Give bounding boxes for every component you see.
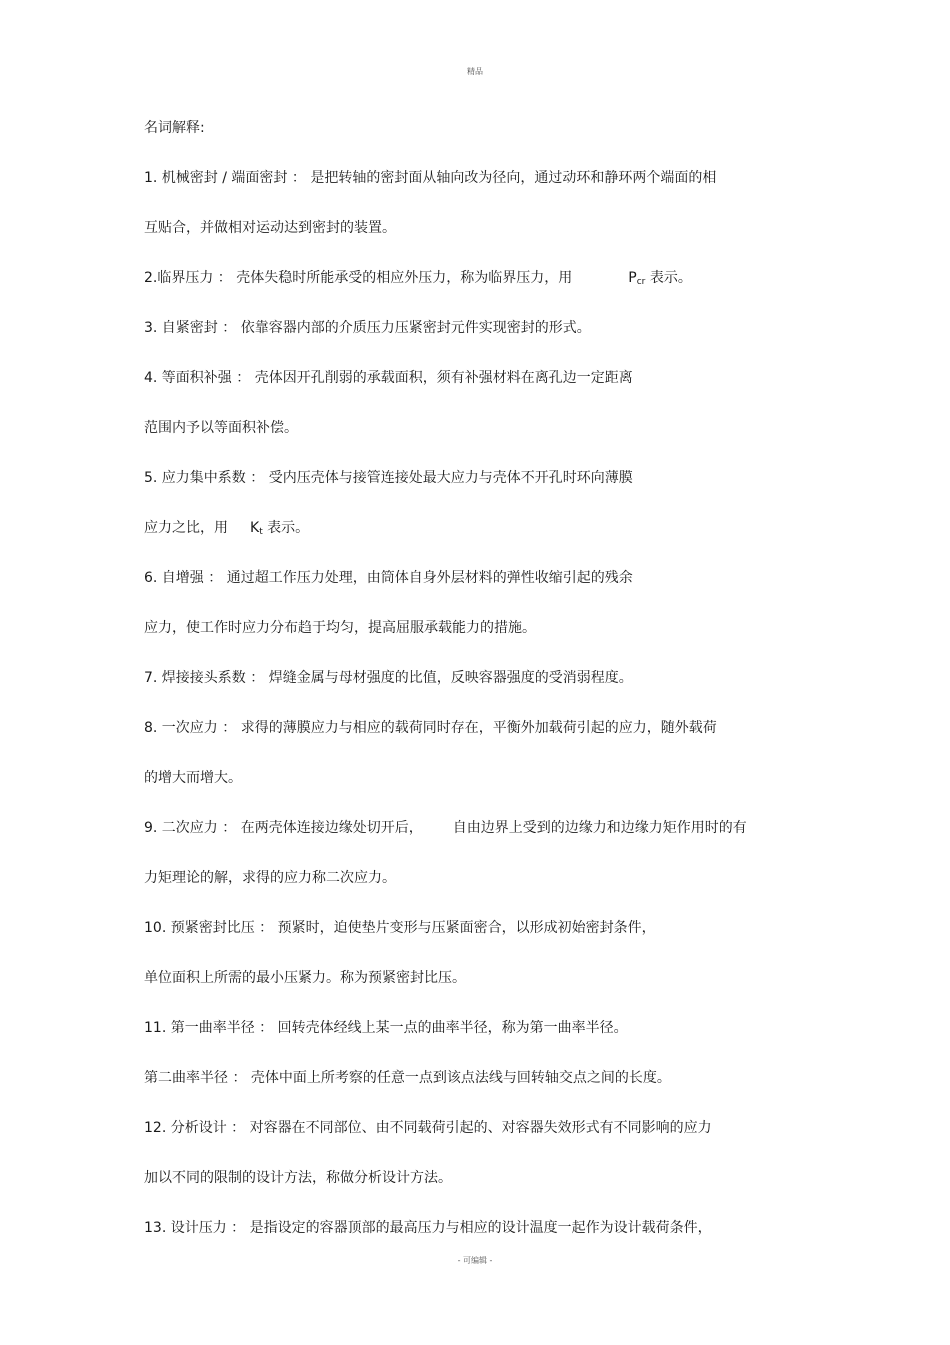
text-line: 12. 分析设计 ： 对容器在不同部位、由不同载荷引起的、对容器失效形式有不同影响的应力 <box>144 1120 712 1136</box>
text-line: 第二曲率半径 ： 壳体中面上所考察的任意一点到该点法线与回转轴交点之间的长度。 <box>144 1070 671 1086</box>
text-line: 8. 一次应力 ： 求得的薄膜应力与相应的载荷同时存在，平衡外加载荷引起的应力，随外载荷 <box>144 720 717 736</box>
text-line: 5. 应力集中系数 ： 受内压壳体与接管连接处最大应力与壳体不开孔时环向薄膜 <box>144 470 633 486</box>
text-segment: 应力之比，用 <box>144 520 228 536</box>
text-line: 的增大而增大。 <box>144 770 242 786</box>
page-header: 精品 <box>467 67 483 76</box>
text-line: 加以不同的限制的设计方法，称做分析设计方法。 <box>144 1170 452 1186</box>
pcr-symbol: P <box>628 270 637 286</box>
text-segment: 自由边界上受到的边缘力和边缘力矩作用时的有 <box>452 820 747 836</box>
text-line: 1. 机械密封 / 端面密封 ： 是把转轴的密封面从轴向改为径向，通过动环和静环两个端面的相 <box>144 170 717 186</box>
kt-subscript: t <box>259 527 263 537</box>
text-segment: 表示。 <box>645 270 692 286</box>
kt-symbol: K <box>250 520 260 536</box>
document-body <box>144 118 804 1268</box>
section-heading: 名词解释: <box>144 120 205 136</box>
text-line <box>144 518 804 568</box>
pcr-subscript: cr <box>636 277 646 287</box>
text-line: 10. 预紧密封比压 ： 预紧时，迫使垫片变形与压紧面密合，以形成初始密封条件， <box>144 920 656 936</box>
text-line: 单位面积上所需的最小压紧力。称为预紧密封比压。 <box>144 970 466 986</box>
text-line: 力矩理论的解，求得的应力称二次应力。 <box>144 870 396 886</box>
text-line: 应力，使工作时应力分布趋于均匀，提高屈服承载能力的措施。 <box>144 620 536 636</box>
text-segment: 9. 二次应力 ： 在两壳体连接边缘处切开后， <box>144 820 423 836</box>
text-line: 范围内予以等面积补偿。 <box>144 420 298 436</box>
text-line: 互贴合，并做相对运动达到密封的装置。 <box>144 220 396 236</box>
text-line: 6. 自增强 ： 通过超工作压力处理，由筒体自身外层材料的弹性收缩引起的残余 <box>144 570 633 586</box>
text-line <box>144 268 804 318</box>
text-line: 4. 等面积补强 ： 壳体因开孔削弱的承载面积，须有补强材料在离孔边一定距离 <box>144 370 633 386</box>
text-line <box>144 818 804 868</box>
page-footer: - 可编辑 - <box>457 1256 493 1265</box>
text-line: 7. 焊接接头系数 ： 焊缝金属与母材强度的比值，反映容器强度的受消弱程度。 <box>144 670 633 686</box>
text-segment: 表示。 <box>262 520 310 536</box>
text-line: 3. 自紧密封 ： 依靠容器内部的介质压力压紧密封元件实现密封的形式。 <box>144 320 591 336</box>
text-segment: 2.临界压力 ： 壳体失稳时所能承受的相应外压力，称为临界压力，用 <box>144 270 573 286</box>
text-line: 11. 第一曲率半径 ： 回转壳体经线上某一点的曲率半径，称为第一曲率半径。 <box>144 1020 628 1036</box>
text-line: 13. 设计压力 ： 是指设定的容器顶部的最高压力与相应的设计温度一起作为设计载荷条件， <box>144 1220 712 1236</box>
